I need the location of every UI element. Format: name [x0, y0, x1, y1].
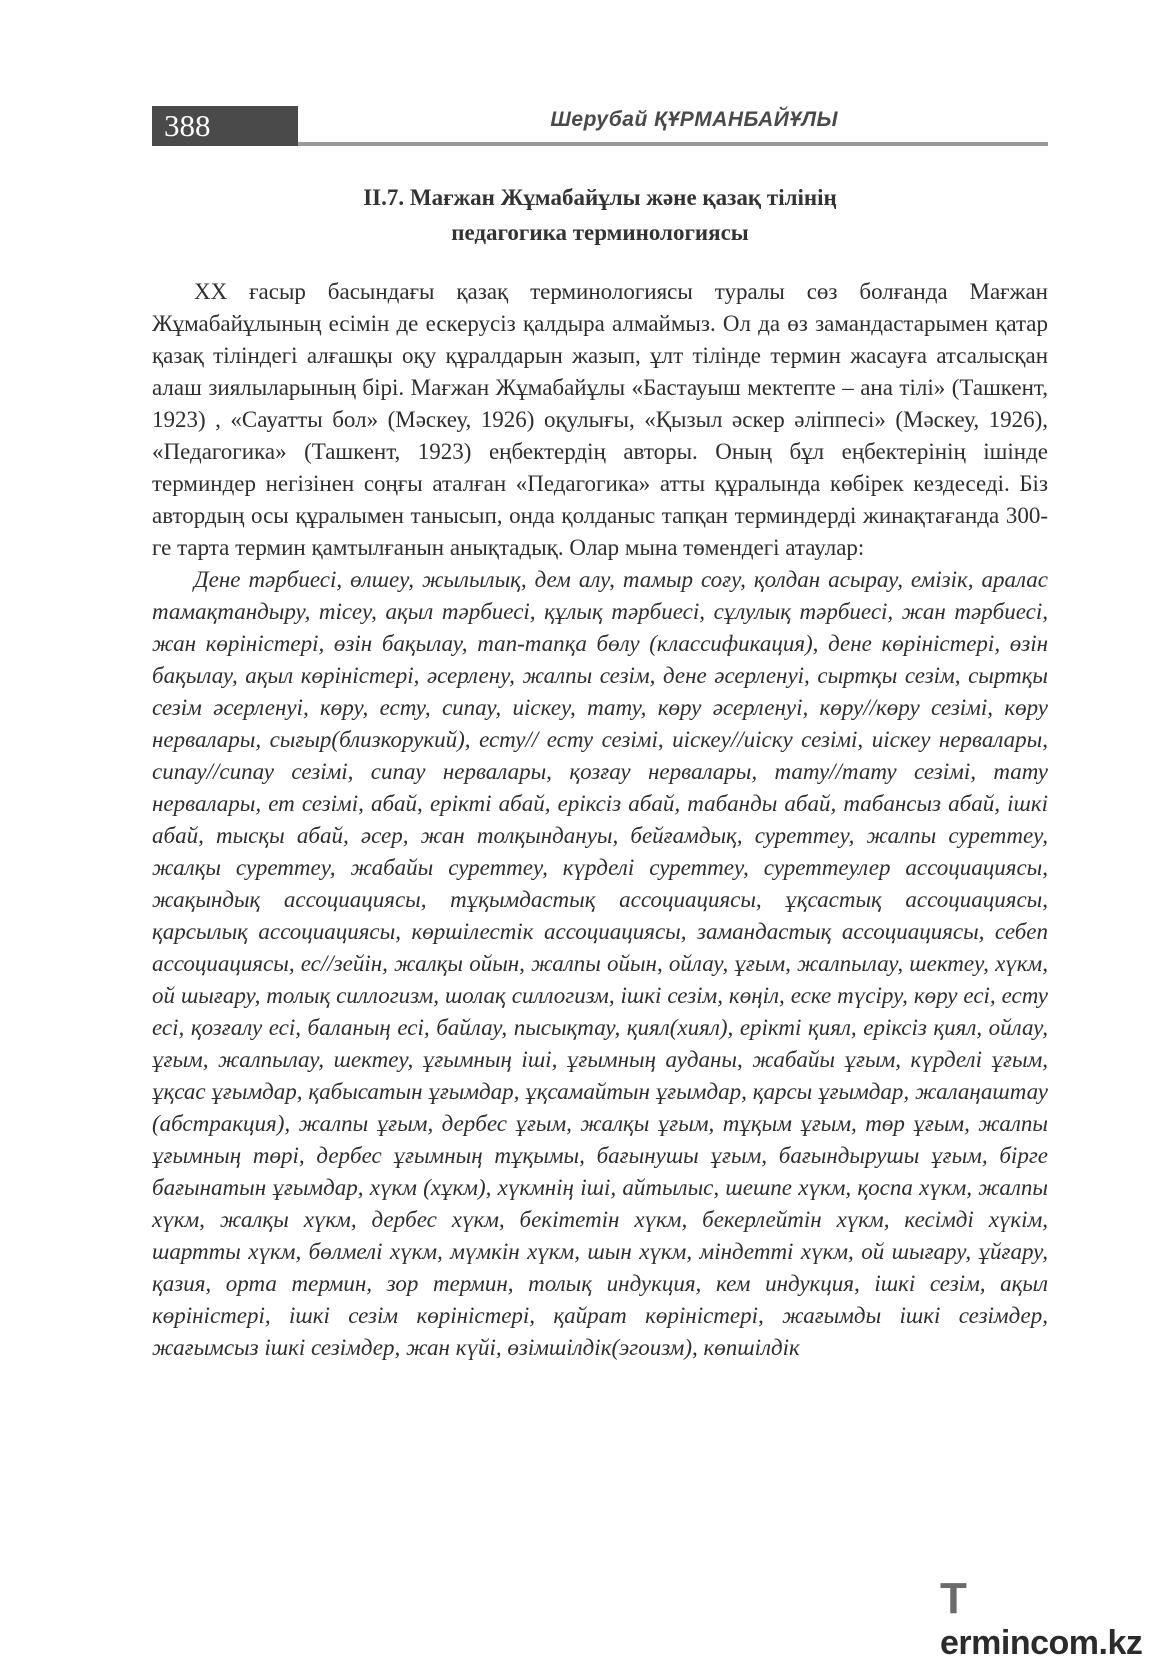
intro-paragraph: XX ғасыр басындағы қазақ терминологиясы туралы сөз болғанда Мағжан Жұмабайұлының есімін де ескерусіз қалдыра алмаймыз. Ол да өз замандастарымен қатар қазақ тіліндегі алғашқы оқу құралдарын жазып, ұлт тілінде термин жасауға атсалысқан алаш зиялыларының бірі. Мағжан Жұмабайұлы «Бастауыш мектепте – ана тілі» (Ташкент, 1923) , «Сауатты бол» (Мәскеу, 1926) оқулығы, «Қызыл әскер әліппесі» (Мәскеу, 1926), «Педагогика» (Ташкент, 1923) еңбектердің авторы. Оның бұл еңбектерінің ішінде терминдер негізінен соңғы аталған «Педагогика» атты құралында көбірек кездеседі. Біз автордың осы құралымен танысып, онда қолданыс тапқан терминдерді жинақтағанда 300-ге тарта термин қамтылғанын анықтадық. Олар мына төмендегі атаулар: — [152, 279, 1048, 560]
page-header — [152, 106, 1048, 146]
page-number: 388 — [152, 106, 298, 146]
section-title — [152, 180, 1048, 250]
section-title-line-2: педагогика терминологиясы — [451, 220, 749, 245]
termincom-watermark — [940, 1574, 1143, 1662]
section-title-line-1: ІІ.7. Мағжан Жұмабайұлы және қазақ тілінің — [363, 185, 837, 210]
running-header-author: Шерубай ҚҰРМАНБАЙҰЛЫ — [550, 108, 838, 131]
terms-list-paragraph: Дене тәрбиесі, өлшеу, жылылық, дем алу, тамыр соғу, қолдан асырау, емізік, аралас тамақтандыру, тісеу, ақыл тәрбиесі, құлық тәрбиесі, сұлулық тәрбиесі, жан тәрбиесі, жан көріністері, өзін бақылау, тап-тапқа бөлу (классификация), дене көріністері, өзін бақылау, ақыл көріністері, әсерлену, жалпы сезім, дене әсерленуі, сыртқы сезім, сыртқы сезім әсерленуі, көру, есту, сипау, иіскеу, тату, көру әсерленуі, көру//көру сезімі, көру нервалары, сығыр(близкорукий), есту// есту сезімі, иіскеу//иіску сезімі, иіскеу нервалары, сипау//сипау сезімі, сипау нервалары, қозғау нервалары, тату//тату сезімі, тату нервалары, ет сезімі, абай, ерікті абай, еріксіз абай, табанды абай, табансыз абай, ішкі абай, тысқы абай, әсер, жан толқындануы, бейғамдық, суреттеу, жалпы суреттеу, жалқы суреттеу, жабайы суреттеу, күрделі суреттеу, суреттеулер ассоциациясы, жақындық ассоциациясы, тұқымдастық ассоциациясы, ұқсастық ассоциациясы, қарсылық ассоциациясы, көршілестік ассоциациясы, замандастық ассоциациясы, себеп ассоциациясы, ес//зейін, жалқы ойын, жалпы ойын, ойлау, ұғым, жалпылау, шектеу, хүкм, ой шығару, толық силлогизм, шолақ силлогизм, ішкі сезім, көңіл, еске түсіру, көру есі, есту есі, қозғалу есі, баланың есі, байлау, пысықтау, қиял(хиял), ерікті қиял, еріксіз қиял, ойлау, ұғым, жалпылау, шектеу, ұғымның іші, ұғымның ауданы, жабайы ұғым, күрделі ұғым, ұқсас ұғымдар, қабысатын ұғымдар, ұқсамайтын ұғымдар, қарсы ұғымдар, жалаңаштау (абстракция), жалпы ұғым, дербес ұғым, жалқы ұғым, тұқым ұғым, төр ұғым, жалпы ұғымның төрі, дербес ұғымның тұқымы, бағынушы ұғым, бағындырушы ұғым, бірге бағынатын ұғымдар, хүкм (хұкм), хүкмнің іші, айтылыс, шешпе хүкм, қоспа хүкм, жалпы хүкм, жалқы хүкм, дербес хүкм, бекітетін хүкм, бекерлейтін хүкм, кесімді хүкім, шартты хүкм, бөлмелі хүкм, мүмкін хүкм, шын хүкм, міндетті хүкм, ой шығару, ұйғару, қазия, орта термин, зор термин, толық индукция, кем индукция, ішкі сезім, ақыл көріністері, ішкі сезім көріністері, қайрат көріністері, жағымды ішкі сезімдер, жағымсыз ішкі сезімдер, жан күйі, өзімшілдік(эгоизм), көпшілдік — [152, 567, 1048, 1360]
watermark-logo-letter: T — [940, 1574, 967, 1623]
header-rule — [298, 142, 1048, 146]
watermark-text: ermincom.kz — [940, 1624, 1143, 1662]
body-text — [152, 276, 1048, 1364]
